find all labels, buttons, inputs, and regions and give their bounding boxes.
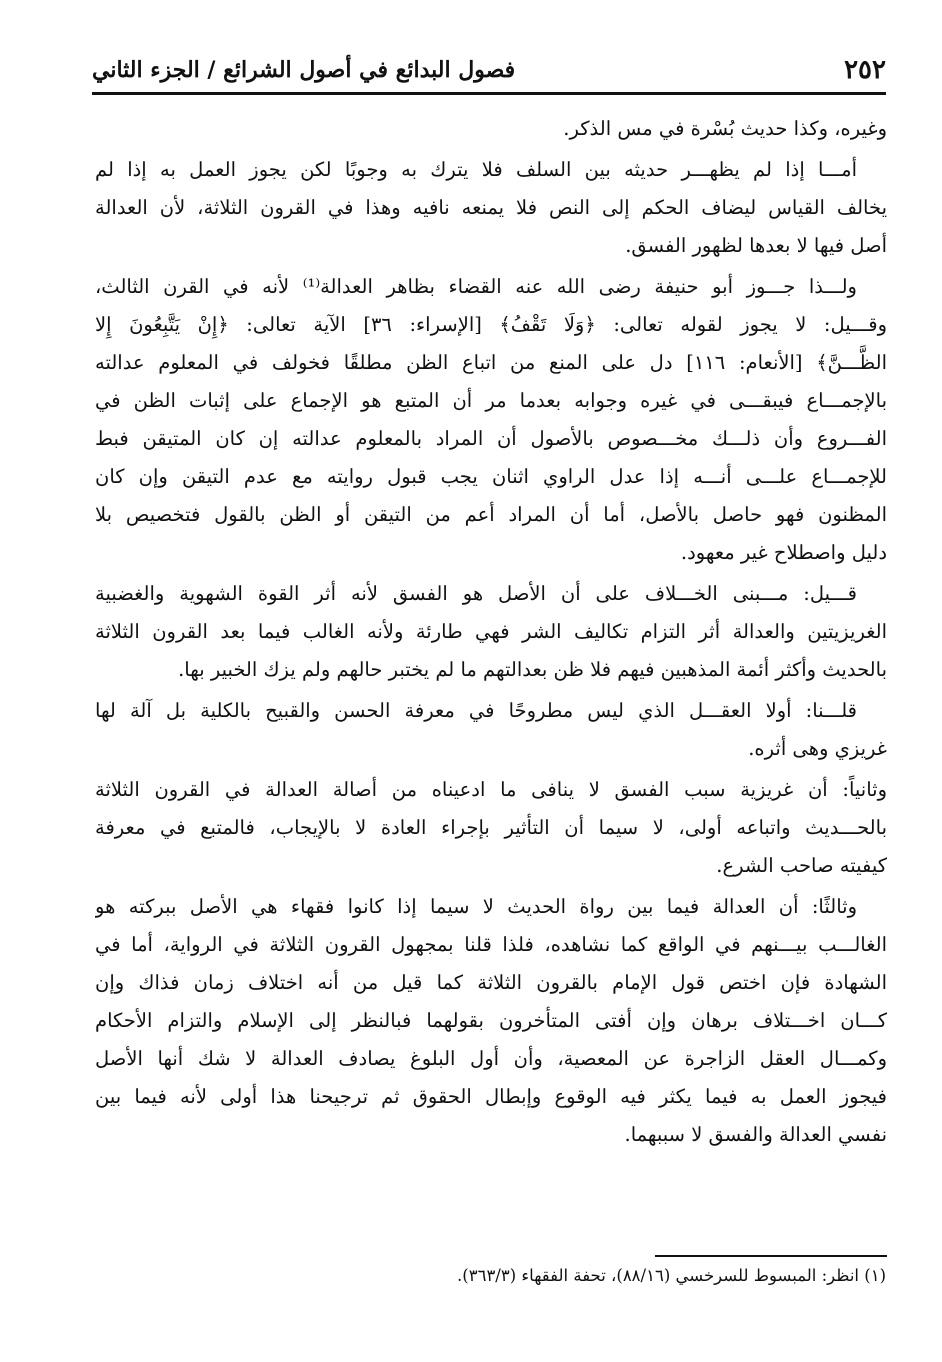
text-line: للإجمـــاع علـــى أنـــه إذا عدل الراوي اثنان يجب قبول روايته مع عدم التيقن وإن كان: [95, 465, 887, 488]
paragraph: [95, 771, 887, 885]
text-line: كيفيته صاحب الشرع.: [716, 854, 887, 877]
running-title: فصول البدائع في أصول الشرائع / الجزء الثاني: [92, 57, 516, 83]
text-line: دليل واصطلاح غير معهود.: [680, 541, 887, 564]
text-line: بالحـــديث واتباعه أولى، لا سيما أن التأثير بإجراء العادة لا بالإيجاب، فالمتبع في معرفة: [95, 816, 887, 839]
paragraph: [95, 575, 887, 689]
text-line: بالإجمـــاع فيبقـــى في غيره وجوابه بعدما مر أن المتبع هو الإجماع على إثبات الظن في: [95, 389, 887, 412]
header-rule: [92, 92, 886, 95]
text-line: وقـــيل: لا يجوز لقوله تعالى: ﴿وَلَا تَقْفُ﴾ [الإسراء: ٣٦] الآية تعالى: ﴿إِنْ يَتَّبِعُونَ إِلا: [95, 313, 887, 336]
page-number: ٢٥٢: [844, 55, 886, 85]
text-line: أصل فيها لا بعدها لظهور الفسق.: [625, 234, 887, 257]
text-line: فيجوز العمل به فيما يكثر فيه الوقوع وإبطال الحقوق ثم ترجيحنا هذا أولى لأنه فيما بين: [95, 1085, 887, 1108]
paragraph: [95, 692, 887, 768]
text-line: يخالف القياس ليضاف الحكم إلى النص فلا يمنعه نافيه وهذا في القرون الثلاثة، لأن العدالة: [95, 196, 887, 219]
page-body: [95, 110, 887, 1157]
text-line: الفـــروع وأن ذلـــك مخـــصوص بالأصول أن المراد بالمعلوم عدالته إن كان المتيقن فبط: [95, 427, 887, 450]
footnote-rule: [655, 1255, 887, 1257]
paragraph: [95, 110, 887, 148]
text-line: الظَّـــنَّ﴾ [الأنعام: ١١٦] دل على المنع من اتباع الظن مطلقًا فخولف في المعلوم عدالته: [95, 351, 887, 374]
text-line: ولـــذا جـــوز أبو حنيفة رضى الله عنه القضاء بظاهر العدالة⁽¹⁾ لأنه في القرن الثالث،: [95, 275, 857, 298]
paragraph: [95, 888, 887, 1154]
text-line: وثانياً: أن غريزية سبب الفسق لا ينافى ما ادعيناه من أصالة العدالة في القرون الثلاثة: [95, 778, 887, 801]
text-line: وغيره، وكذا حديث بُسْرة في مس الذكر.: [563, 117, 887, 140]
paragraph: [95, 268, 887, 572]
text-line: وكمـــال العقل الزاجرة عن المعصية، وأن أول البلوغ يصادف العدالة لا شك أنها الأصل: [95, 1047, 887, 1070]
text-line: المظنون فهو حاصل بالأصل، أما أن المراد أعم من التيقن أو الظن بالقول فتخصيص بلا: [95, 503, 887, 526]
text-line: كـــان اخـــتلاف برهان وإن أفتى المتأخرون بقولهما فبالنظر إلى الإسلام والتزام الأحكام: [95, 1009, 887, 1032]
text-line: قلـــنا: أولا العقـــل الذي ليس مطروحًا في معرفة الحسن والقبيح بالكلية بل آلة لها: [95, 699, 857, 722]
text-line: غريزي وهى أثره.: [748, 737, 887, 760]
text-line: الشهادة فإن اختص قول الإمام بالقرون الثلاثة كما قيل من أنه اختلاف زمان فذاك وإن: [95, 971, 887, 994]
text-line: نفسي العدالة والفسق لا سببهما.: [624, 1123, 887, 1146]
paragraph: [95, 151, 887, 265]
page-header: [92, 50, 886, 90]
text-line: أمـــا إذا لم يظهـــر حديثه بين السلف فلا يترك به وجوبًا لكن يجوز العمل به إذا لم: [95, 158, 857, 181]
text-line: قـــيل: مـــبنى الخـــلاف على أن الأصل هو الفسق لأنه أثر القوة الشهوية والغضبية: [95, 582, 857, 605]
text-line: وثالثًا: أن العدالة فيما بين رواة الحديث لا سيما إذا كانوا فقهاء هي الأصل ببركته هو: [95, 895, 857, 918]
text-line: الغالـــب بيـــنهم في الواقع كما نشاهده، فلذا قلنا بمجهول القرون الثلاثة في الرواية، أما في: [95, 933, 887, 956]
text-line: الغريزيتين والعدالة أثر التزام تكاليف الشر فهي طارئة ولأنه الغالب فيما بعد القرون الثلاثة: [95, 620, 887, 643]
text-line: بالحديث وأكثر أئمة المذهبين فيهم فلا ظن بعدالتهم ما لم يختبر حالهم ولم يزك الخبير بها.: [178, 658, 887, 681]
footnote: (١) انظر: المبسوط للسرخسي (٨٨/١٦)، تحفة الفقهاء (٣٦٣/٣).: [457, 1266, 886, 1285]
